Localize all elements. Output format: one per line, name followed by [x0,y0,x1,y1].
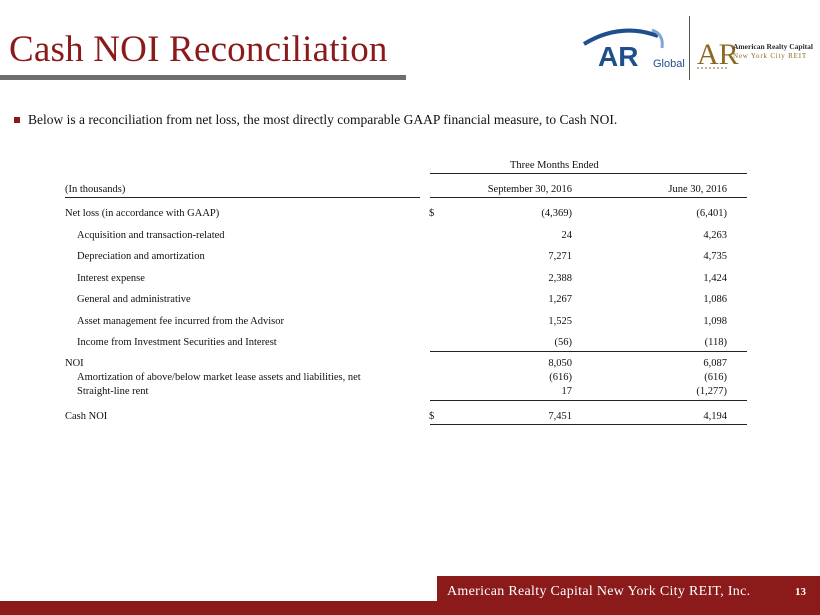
values-header-rule [430,197,747,198]
value-jun-2016: (6,401) [696,208,727,219]
table-row [65,273,755,287]
value-jun-2016: 1,098 [703,316,727,327]
arc-monogram-icon [695,36,739,72]
logo-divider [689,16,690,80]
table-row [65,372,755,386]
value-jun-2016: 1,424 [703,273,727,284]
period-header-rule [430,173,747,174]
column-header-row [65,184,755,198]
label-header-rule [65,197,420,198]
value-jun-2016: 4,263 [703,230,727,241]
value-sep-2016: 8,050 [548,358,572,369]
value-jun-2016: 6,087 [703,358,727,369]
footer-company: American Realty Capital New York City REIT, Inc. [447,584,751,599]
intro-text: Below is a reconciliation from net loss, the most directly comparable GAAP financial measure, to Cash NOI. [28,112,618,127]
grand-total-rule [430,424,747,425]
period-header-row [65,160,755,174]
value-jun-2016: (1,277) [696,386,727,397]
ar-global-logo-art [580,22,690,72]
intro-bullet [14,112,617,128]
table-row [65,294,755,308]
dollar-sign: $ [429,208,435,219]
row-label: Net loss (in accordance with GAAP) [65,208,220,219]
row-label: Amortization of above/below market lease assets and liabilities, net [77,372,361,383]
value-sep-2016: 7,451 [548,411,572,422]
value-sep-2016: 17 [561,386,572,397]
value-jun-2016: 4,194 [703,411,727,422]
table-row [65,208,755,222]
table-row [65,251,755,265]
logo-line-2: New York City REIT [733,52,807,60]
row-label: NOI [65,358,84,369]
value-sep-2016: 1,525 [548,316,572,327]
arc-nyc-reit-logo [695,36,815,76]
value-jun-2016: (118) [704,337,727,348]
value-sep-2016: (56) [554,337,572,348]
table-row [65,337,755,351]
unit-label: (In thousands) [65,184,126,195]
title-underline [0,75,406,80]
total-rule [430,400,747,401]
row-label: Depreciation and amortization [77,251,205,262]
value-sep-2016: 7,271 [548,251,572,262]
value-sep-2016: 24 [561,230,572,241]
dollar-sign: $ [429,411,435,422]
value-sep-2016: 2,388 [548,273,572,284]
ar-global-logo-sub: Global [653,58,685,70]
value-sep-2016: 1,267 [548,294,572,305]
logo-line-1: American Realty Capital [733,42,813,51]
table-row [65,230,755,244]
row-label: Income from Investment Securities and Interest [77,337,277,348]
table-row [65,386,755,400]
table-row [65,411,755,425]
subtotal-rule [430,351,747,352]
value-jun-2016: (616) [704,372,727,383]
table-row [65,358,755,372]
ar-global-logo [580,22,690,72]
bullet-square-icon [14,117,20,123]
page-number: 13 [795,586,806,598]
value-sep-2016: (616) [549,372,572,383]
col-header-sep-2016: September 30, 2016 [487,184,572,195]
row-label: Cash NOI [65,411,108,422]
page-title: Cash NOI Reconciliation [9,29,388,70]
period-header: Three Months Ended [510,160,599,171]
arc-monogram-letters: AR [697,38,739,71]
value-jun-2016: 1,086 [703,294,727,305]
row-label: Asset management fee incurred from the Advisor [77,316,285,327]
col-header-jun-2016: June 30, 2016 [668,184,727,195]
row-label: General and administrative [77,294,191,305]
row-label: Acquisition and transaction-related [77,230,225,241]
row-label: Interest expense [77,273,145,284]
row-label: Straight-line rent [77,386,149,397]
value-jun-2016: 4,735 [703,251,727,262]
ar-global-logo-mark: AR [598,41,639,72]
table-row [65,316,755,330]
value-sep-2016: (4,369) [541,208,572,219]
